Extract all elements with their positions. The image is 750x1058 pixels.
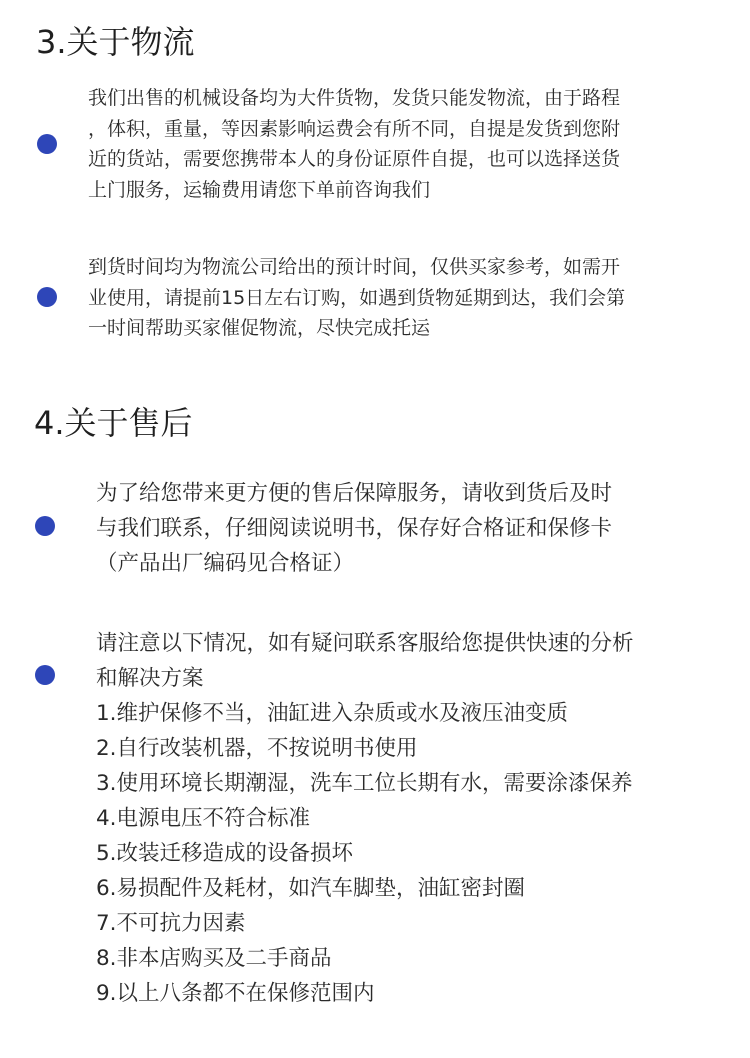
exclusion-item: 6.易损配件及耗材，如汽车脚垫，油缸密封圈 bbox=[96, 876, 526, 901]
bullet-icon bbox=[37, 287, 57, 307]
bullet-icon bbox=[35, 665, 55, 685]
text-line: 请注意以下情况，如有疑问联系客服给您提供快速的分析 bbox=[96, 631, 634, 656]
logistics-shipping-paragraph bbox=[88, 83, 620, 205]
exclusion-item: 7.不可抗力因素 bbox=[96, 911, 246, 936]
text-line: 一时间帮助买家催促物流，尽快完成托运 bbox=[88, 317, 431, 339]
exclusion-item: 2.自行改装机器，不按说明书使用 bbox=[96, 736, 418, 761]
logistics-arrival-paragraph bbox=[88, 252, 625, 344]
bullet-icon bbox=[35, 516, 55, 536]
text-line: （产品出厂编码见合格证） bbox=[96, 551, 355, 576]
exclusion-item: 3.使用环境长期潮湿，洗车工位长期有水，需要涂漆保养 bbox=[96, 771, 633, 796]
exclusion-item: 5.改装迁移造成的设备损坏 bbox=[96, 841, 354, 866]
section-title-after-sales: 4.关于售后 bbox=[34, 404, 193, 442]
text-line: 与我们联系，仔细阅读说明书，保存好合格证和保修卡 bbox=[96, 516, 613, 541]
text-line: 业使用，请提前15日左右订购，如遇到货物延期到达，我们会第 bbox=[88, 286, 626, 309]
section-title-logistics: 3.关于物流 bbox=[36, 23, 195, 61]
exclusion-item: 4.电源电压不符合标准 bbox=[96, 806, 311, 831]
after-sales-service-paragraph bbox=[96, 476, 612, 581]
bullet-icon bbox=[37, 134, 57, 154]
exclusion-item: 9.以上八条都不在保修范围内 bbox=[96, 981, 375, 1006]
text-line: 和解决方案 bbox=[96, 666, 204, 691]
text-line: 到货时间均为物流公司给出的预计时间，仅供买家参考，如需开 bbox=[88, 256, 621, 278]
text-line: 上门服务，运输费用请您下单前咨询我们 bbox=[88, 178, 431, 201]
warranty-exclusions-paragraph bbox=[96, 626, 634, 1011]
text-line: 为了给您带来更方便的售后保障服务，请收到货后及时 bbox=[96, 481, 613, 506]
exclusion-item: 8.非本店购买及二手商品 bbox=[96, 946, 332, 971]
text-line: 近的货站，需要您携带本人的身份证原件自提，也可以选择送货 bbox=[88, 148, 621, 170]
text-line: 我们出售的机械设备均为大件货物，发货只能发物流，由于路程 bbox=[88, 87, 621, 109]
text-line: ，体积，重量，等因素影响运费会有所不同，自提是发货到您附 bbox=[88, 117, 621, 140]
exclusion-item: 1.维护保修不当，油缸进入杂质或水及液压油变质 bbox=[96, 701, 569, 726]
